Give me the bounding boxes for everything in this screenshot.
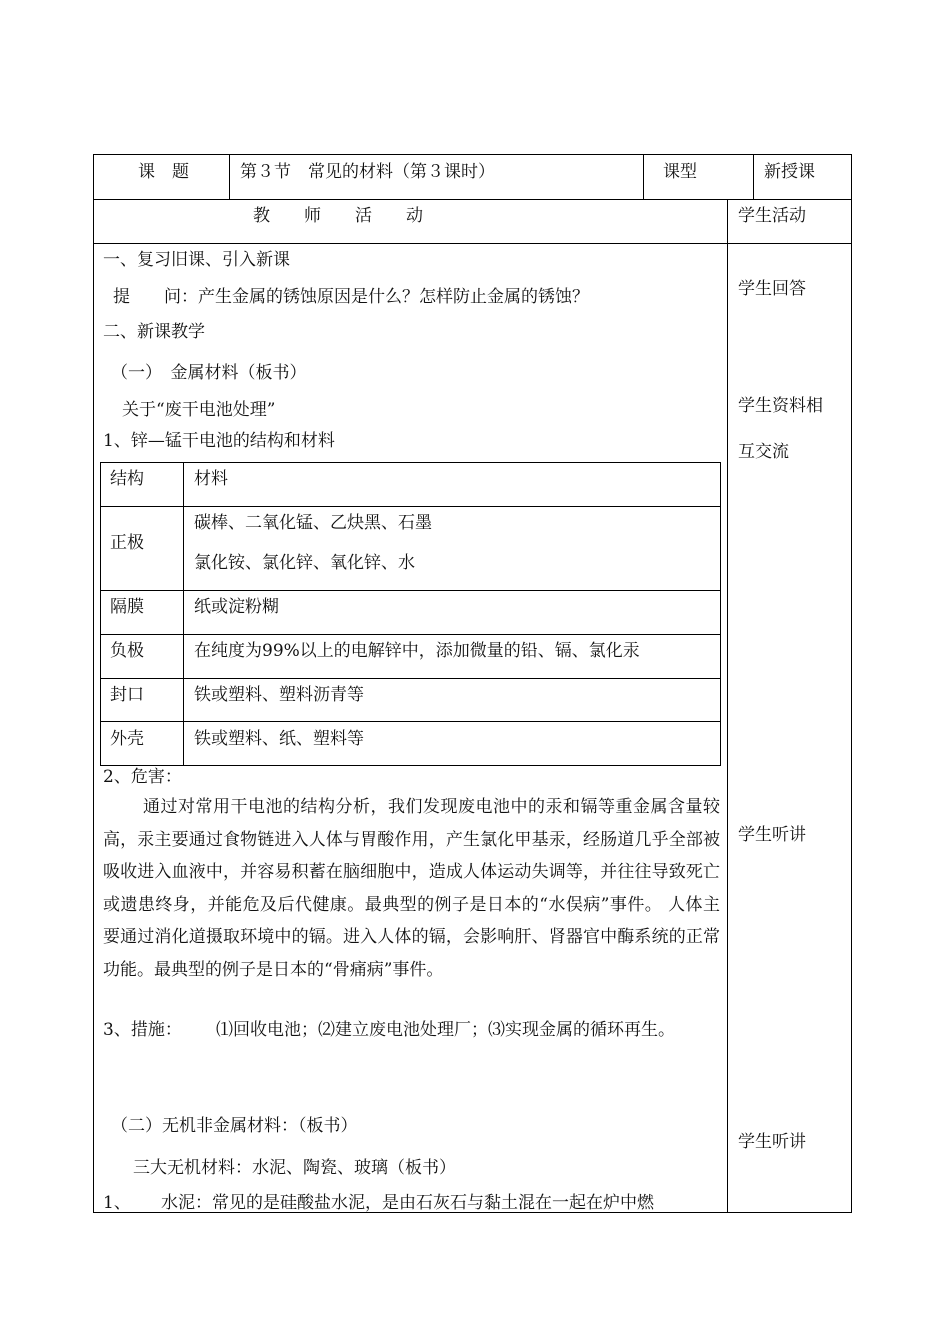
table-right-border	[851, 154, 852, 1213]
row-material-anode: 在纯度为99%以上的电解锌中，添加微量的铅、镉、氯化汞	[194, 641, 640, 661]
inner-table-bottom	[100, 765, 721, 766]
inner-table-top	[100, 462, 721, 463]
harm-heading: 2、危害：	[103, 767, 182, 787]
cement-text: 水泥：常见的是硅酸盐水泥，是由石灰石与黏土混在一起在炉中燃	[161, 1193, 654, 1213]
table-top-border	[93, 154, 852, 155]
table-left-border	[93, 154, 94, 1213]
type-value: 新授课	[764, 162, 815, 182]
cement-number: 1、	[103, 1193, 131, 1213]
student-exchange-line2: 互交流	[738, 442, 789, 462]
header-row-divider	[93, 199, 852, 200]
battery-structure-heading: 1、锌—锰干电池的结构和材料	[103, 431, 335, 451]
table-header-material: 材料	[194, 469, 228, 489]
measures-label: 3、措施：	[103, 1020, 182, 1040]
student-listen-2: 学生听讲	[738, 1132, 806, 1152]
row-name-seal: 封口	[110, 685, 144, 705]
row-material-separator: 纸或淀粉糊	[194, 597, 279, 617]
row-name-separator: 隔膜	[110, 597, 144, 617]
section-review-heading: 一、复习旧课、引入新课	[103, 250, 290, 270]
header-divider-1	[229, 154, 230, 199]
header-divider-3	[753, 154, 754, 199]
inner-row-divider	[100, 506, 721, 507]
student-listen-1: 学生听讲	[738, 825, 806, 845]
inner-table-left	[100, 462, 101, 766]
harm-paragraph: 通过对常用干电池的结构分析，我们发现废电池中的汞和镉等重金属含量较高，汞主要通过食物链进入人体与胃酸作用，产生氯化甲基汞，经肠道几乎全部被吸收进入血液中，并容易积蓄在脑细胞中，造成人体运动失调等，并往往导致死亡或遗患终身，并能危及后代健康。最典型的例子是日本的“水俣病”事件。 人体主要通过消化道摄取环境中的镉。进入人体的镉，会影响肝、肾器官中酶系统的正常功能。最典型的例子是日本的“骨痛病”事件。	[103, 797, 720, 980]
table-header-structure: 结构	[110, 469, 144, 489]
question-line: 提 问：产生金属的锈蚀原因是什么？怎样防止金属的锈蚀？	[113, 287, 589, 307]
measures-text: ⑴回收电池；⑵建立废电池处理厂；⑶实现金属的循环再生。	[216, 1020, 675, 1040]
battery-topic: 关于“废干电池处理”	[122, 400, 276, 420]
row-material-shell: 铁或塑料、纸、塑料等	[194, 729, 364, 749]
student-column-header: 学生活动	[738, 206, 806, 226]
row-material-seal: 铁或塑料、塑料沥青等	[194, 685, 364, 705]
student-column-divider	[727, 199, 728, 1213]
section-new-lesson-heading: 二、新课教学	[103, 322, 205, 342]
inner-table-right	[720, 462, 721, 766]
teacher-column-header: 教 师 活 动	[253, 206, 423, 226]
header-divider-2	[643, 154, 644, 199]
student-answer: 学生回答	[738, 279, 806, 299]
student-exchange-line1: 学生资料相	[738, 396, 823, 416]
row-name-shell: 外壳	[110, 729, 144, 749]
subsection-inorganic-materials: （二）无机非金属材料：（板书）	[111, 1116, 358, 1136]
column-header-divider	[93, 243, 852, 244]
row-name-cathode: 正极	[110, 533, 144, 553]
row-material-cathode-line1: 碳棒、二氧化锰、乙炔黑、石墨	[194, 513, 432, 533]
row-name-anode: 负极	[110, 641, 144, 661]
three-materials-line: 三大无机材料：水泥、陶瓷、玻璃（板书）	[133, 1158, 456, 1178]
inner-row-divider	[100, 678, 721, 679]
row-material-cathode-line2: 氯化铵、氯化锌、氧化锌、水	[194, 553, 415, 573]
inner-row-divider	[100, 590, 721, 591]
inner-table-mid	[183, 462, 184, 766]
subsection-metal-materials: （一） 金属材料（板书）	[111, 363, 307, 383]
inner-row-divider	[100, 721, 721, 722]
topic-value: 第３节 常见的材料（第３课时）	[240, 162, 495, 182]
type-label: 课型	[663, 162, 697, 182]
inner-row-divider	[100, 634, 721, 635]
topic-label: 课 题	[138, 162, 189, 182]
